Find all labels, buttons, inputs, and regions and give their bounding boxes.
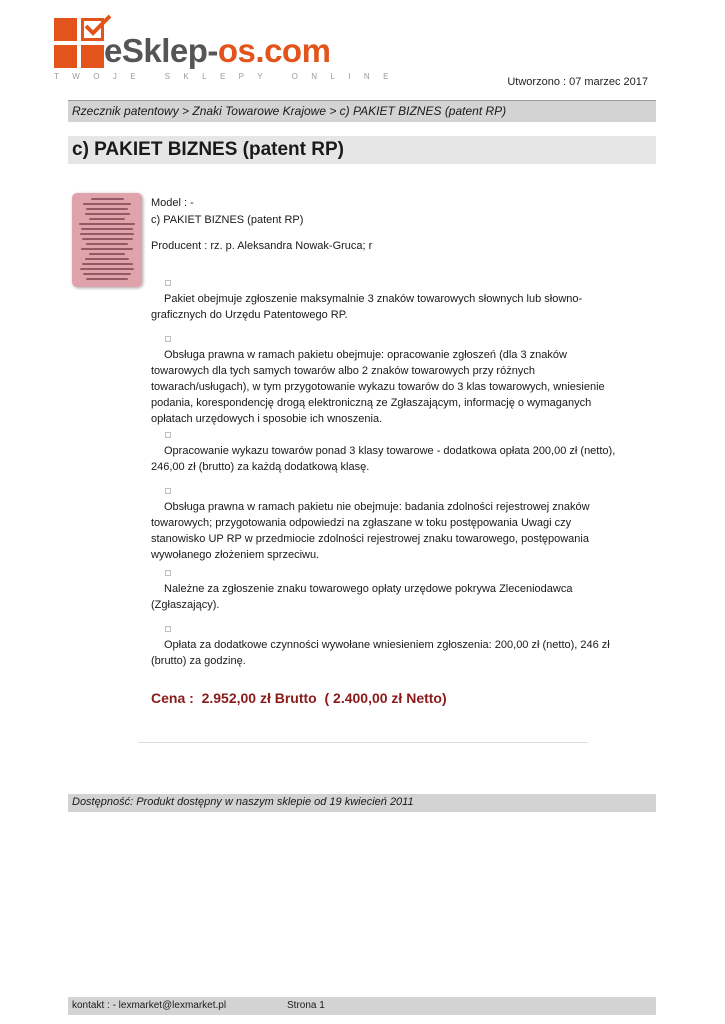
thumb-text-line [79,223,134,225]
thumb-text-line [91,198,124,200]
thumb-text-line [89,253,125,255]
thumb-text-line [81,248,134,250]
thumb-text-line [83,203,131,205]
availability-info: Dostępność: Produkt dostępny w naszym sklepie od 19 kwiecień 2011 [68,794,656,812]
logo-tagline: TWOJE SKLEPY ONLINE [54,72,402,81]
page-footer [68,997,656,1015]
thumb-text-line [80,233,134,235]
logo-squares-icon [54,18,106,70]
thumb-text-line [89,218,125,220]
footer-contact: kontakt : - lexmarket@lexmarket.pl [72,1000,227,1011]
content-divider [138,742,588,743]
thumb-text-line [85,258,128,260]
footer-page-number: Strona 1 [287,1000,325,1011]
checkbox-icon [165,432,171,438]
thumb-text-line [86,243,128,245]
product-model: Model : - [151,197,194,209]
feature-text: Opracowanie wykazu towarów ponad 3 klasy towarowe - dodatkowa opłata 200,00 zł (netto), 246,00 zł (brutto) za każdą dodatkową klasę. [151,445,616,473]
logo-wordmark-part2: os.com [217,32,331,69]
checkbox-icon [165,280,171,286]
created-date [507,76,648,88]
feature-text: Obsługa prawna w ramach pakietu nie obejmuje: badania zdolności rejestrowej znaków towarowych; przygotowania odpowiedzi na zgłaszane w toku postępowania Uwagi czy stanowisko UP RP w przedmiocie zdolności rejestrowej znaku towarowego, postępowania wywołanego złożeniem sprzeciwu. [151,501,590,561]
product-image-content [77,198,137,282]
product-price: Cena : 2.952,00 zł Brutto ( 2.400,00 zł Netto) [151,690,447,706]
thumb-text-line [83,273,131,275]
product-image[interactable] [72,193,142,287]
thumb-text-line [82,238,133,240]
thumb-text-line [85,213,130,215]
breadcrumb[interactable]: Rzecznik patentowy > Znaki Towarowe Krajowe > c) PAKIET BIZNES (patent RP) [68,101,656,122]
feature-text: Opłata za dodatkowe czynności wywołane wniesieniem zgłoszenia: 200,00 zł (netto), 246 zł (brutto) za godzinę. [151,639,610,667]
product-producer: Producent : rz. p. Aleksandra Nowak-Gruca; r [151,240,373,252]
created-value: : 07 marzec 2017 [559,76,648,88]
thumb-text-line [82,263,133,265]
logo-wordmark-part1: eSklep- [104,32,218,69]
thumb-text-line [81,228,134,230]
thumb-text-line [86,208,128,210]
checkbox-icon [165,336,171,342]
logo-wordmark [104,32,330,70]
checkbox-icon [165,626,171,632]
thumb-text-line [86,278,128,280]
feature-text: Należne za zgłoszenie znaku towarowego opłaty urzędowe pokrywa Zleceniodawca (Zgłaszający). [151,583,573,611]
created-label: Utworzono [507,76,560,88]
checkbox-icon [165,488,171,494]
site-logo[interactable] [54,18,402,84]
feature-text: Obsługa prawna w ramach pakietu obejmuje: opracowanie zgłoszeń (dla 3 znaków towarowych dla tych samych towarów albo 2 znaków towarowych przy różnych towarach/usługach), w tym przygotowanie wykazu towarów do 3 klas towarowych, wniesienie podania, korespondencję drogą elektroniczną ze Zgłaszającym, informację o wymaganych opłatach urzędowych i sposobie ich wnoszenia. [151,349,605,425]
feature-text: Pakiet obejmuje zgłoszenie maksymalnie 3 znaków towarowych słownych lub słowno-graficznych do Urzędu Patentowego RP. [151,293,583,321]
thumb-text-line [80,268,134,270]
checkbox-icon [165,570,171,576]
page-title: c) PAKIET BIZNES (patent RP) [68,136,656,164]
product-name: c) PAKIET BIZNES (patent RP) [151,214,304,226]
